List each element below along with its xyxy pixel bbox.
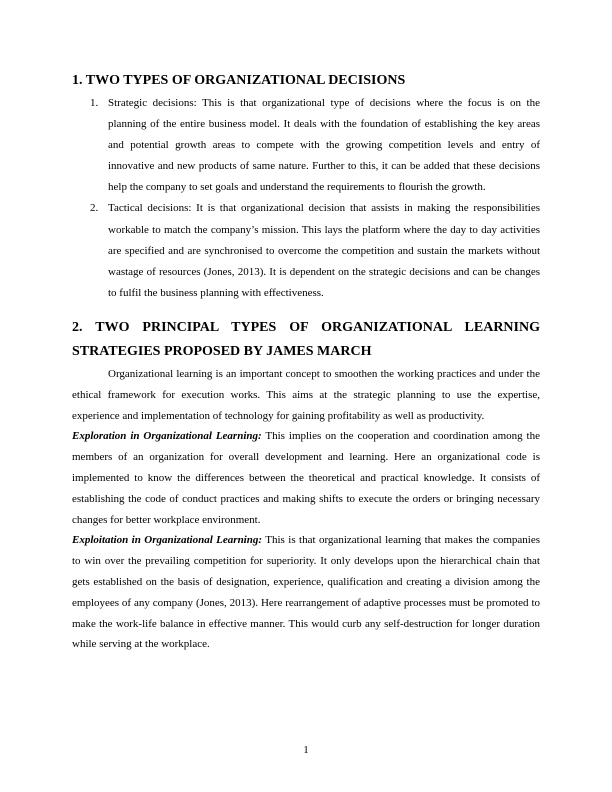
list-item-number: 2. — [90, 202, 99, 215]
list-item — [72, 198, 540, 303]
list-item-number: 1. — [90, 97, 99, 109]
exploration-paragraph — [72, 426, 540, 530]
exploration-text: This implies on the cooperation and coordination among the members of an organization for overall development and learning. Here an organizational code is implemented to know the differences between the theoretical and practical knowledge. It consists of establishing the code of conduct practices and making shifts to execute the orders or bringing necessary changes for better workplace environment. — [72, 430, 540, 526]
exploration-lead: Exploration in Organizational Learning: — [72, 430, 262, 443]
decision-types-list — [72, 93, 540, 304]
list-item-text: Tactical decisions: It is that organizational decision that assists in making the responsibilities workable to match the company’s mission. This lays the platform where the day to day activities are specified and are synchronised to overcome the competition and sustain the markets without wastage of resources (Jones, 2013). It is dependent on the strategic decisions and can be changes to fulfil the business planning with effectiveness. — [108, 202, 540, 299]
page-number: 1 — [303, 744, 309, 756]
document-page — [72, 70, 540, 655]
list-item-text: Strategic decisions: This is that organizational type of decisions where the focus is on the planning of the entire business model. It deals with the foundation of establishing the key areas and potential growth areas to compete with the growing competition levels and entry of innovative and new products of same nature. Further to this, it can be added that these decisions help the company to set goals and understand the requirements to flourish the growth. — [108, 97, 540, 194]
intro-paragraph: Organizational learning is an important concept to smoothen the working practices and under the ethical framework for execution works. This aims at the strategic planning to use the expertise, experience and implementation of technology for gaining profitability as well as productivity. — [72, 367, 540, 422]
section-1-heading: 1. TWO TYPES OF ORGANIZATIONAL DECISIONS — [72, 73, 406, 88]
exploitation-lead: Exploitation in Organizational Learning: — [72, 534, 263, 547]
exploitation-paragraph — [72, 530, 540, 655]
exploitation-text: This is that organizational learning that makes the companies to win over the prevailing competition for superiority. It only develops upon the hierarchical chain that gets established on the basis of designation, experience, qualification and creating a division among the employees of any company (Jones, 2013). Here rearrangement of adaptive processes must be promoted to make the work-life balance in effective manner. This would curb any self-destruction for longer duration while serving at the workplace. — [72, 534, 540, 651]
section-2-heading: 2. TWO PRINCIPAL TYPES OF ORGANIZATIONAL LEARNING STRATEGIES PROPOSED BY JAMES MARCH — [72, 319, 540, 359]
list-item — [72, 93, 540, 198]
